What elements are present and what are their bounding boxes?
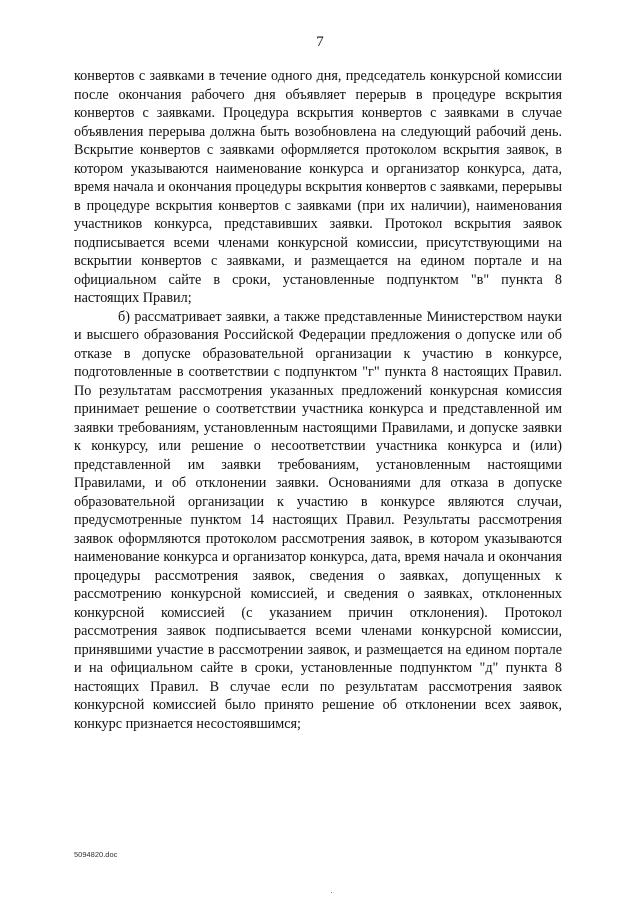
scan-dot-mark [331,892,332,893]
footer-file-name: 5094820.doc [74,850,118,859]
paragraph-continuation: конвертов с заявками в течение одного дня, председатель конкурсной комиссии после окончания рабочего дня объявляет перерыв в процедуре вскрытия конвертов с заявками. Процедура вскрытия конвертов с заявками в случае объявления перерыва должна быть возобновлена на следующий рабочий день. Вскрытие конвертов с заявками оформляется протоколом вскрытия заявок, в котором указываются наименование конкурса и организатор конкурса, дата, время начала и окончания процедуры вскрытия конвертов с заявками, перерывы в процедуре вскрытия конвертов с заявками (при их наличии), наименования участников конкурса, представивших заявки. Протокол вскрытия заявок подписывается всеми членами конкурсной комиссии, присутствующими на вскрытии конвертов с заявками, и размещается на едином портале и на официальном сайте в сроки, установленные подпунктом "в" пункта 8 настоящих Правил; [74,68,562,306]
paragraph-item-b: б) рассматривает заявки, а также представленные Министерством науки и высшего образования Российской Федерации предложения о допуске или об отказе в допуске образовательной организации к участию в конкурсе, подготовленные в соответствии с подпунктом "г" пункта 8 настоящих Правил. По результатам рассмотрения указанных предложений конкурсная комиссия принимает решение о соответствии участника конкурса и представленной им заявки требованиям, установленным настоящими Правилами, и допуске заявки к конкурсу, или решение о несоответствии участника конкурса и (или) представленной им заявки требованиям, установленным настоящими Правилами, и об отклонении заявки. Основаниями для отказа в допуске образовательной организации к участию в конкурсе являются случаи, предусмотренные пунктом 14 настоящих Правил. Результаты рассмотрения заявок оформляются протоколом рассмотрения заявок, в котором указываются наименование конкурса и организатор конкурса, дата, время начала и окончания процедуры рассмотрения заявок, сведения о заявках, допущенных к рассмотрению конкурсной комиссией, и сведения о заявках, отклоненных конкурсной комиссией (с указанием причин отклонения). Протокол рассмотрения заявок подписывается всеми членами конкурсной комиссии, принявшими участие в рассмотрении заявок, и размещается на едином портале и на официальном сайте в сроки, установленные подпунктом "д" пункта 8 настоящих Правил. В случае если по результатам рассмотрения заявок конкурсной комиссией было принято решение об отклонении всех заявок, конкурс признается несостоявшимся; [74,308,562,732]
document-body [74,67,562,733]
page-number: 7 [316,34,324,50]
